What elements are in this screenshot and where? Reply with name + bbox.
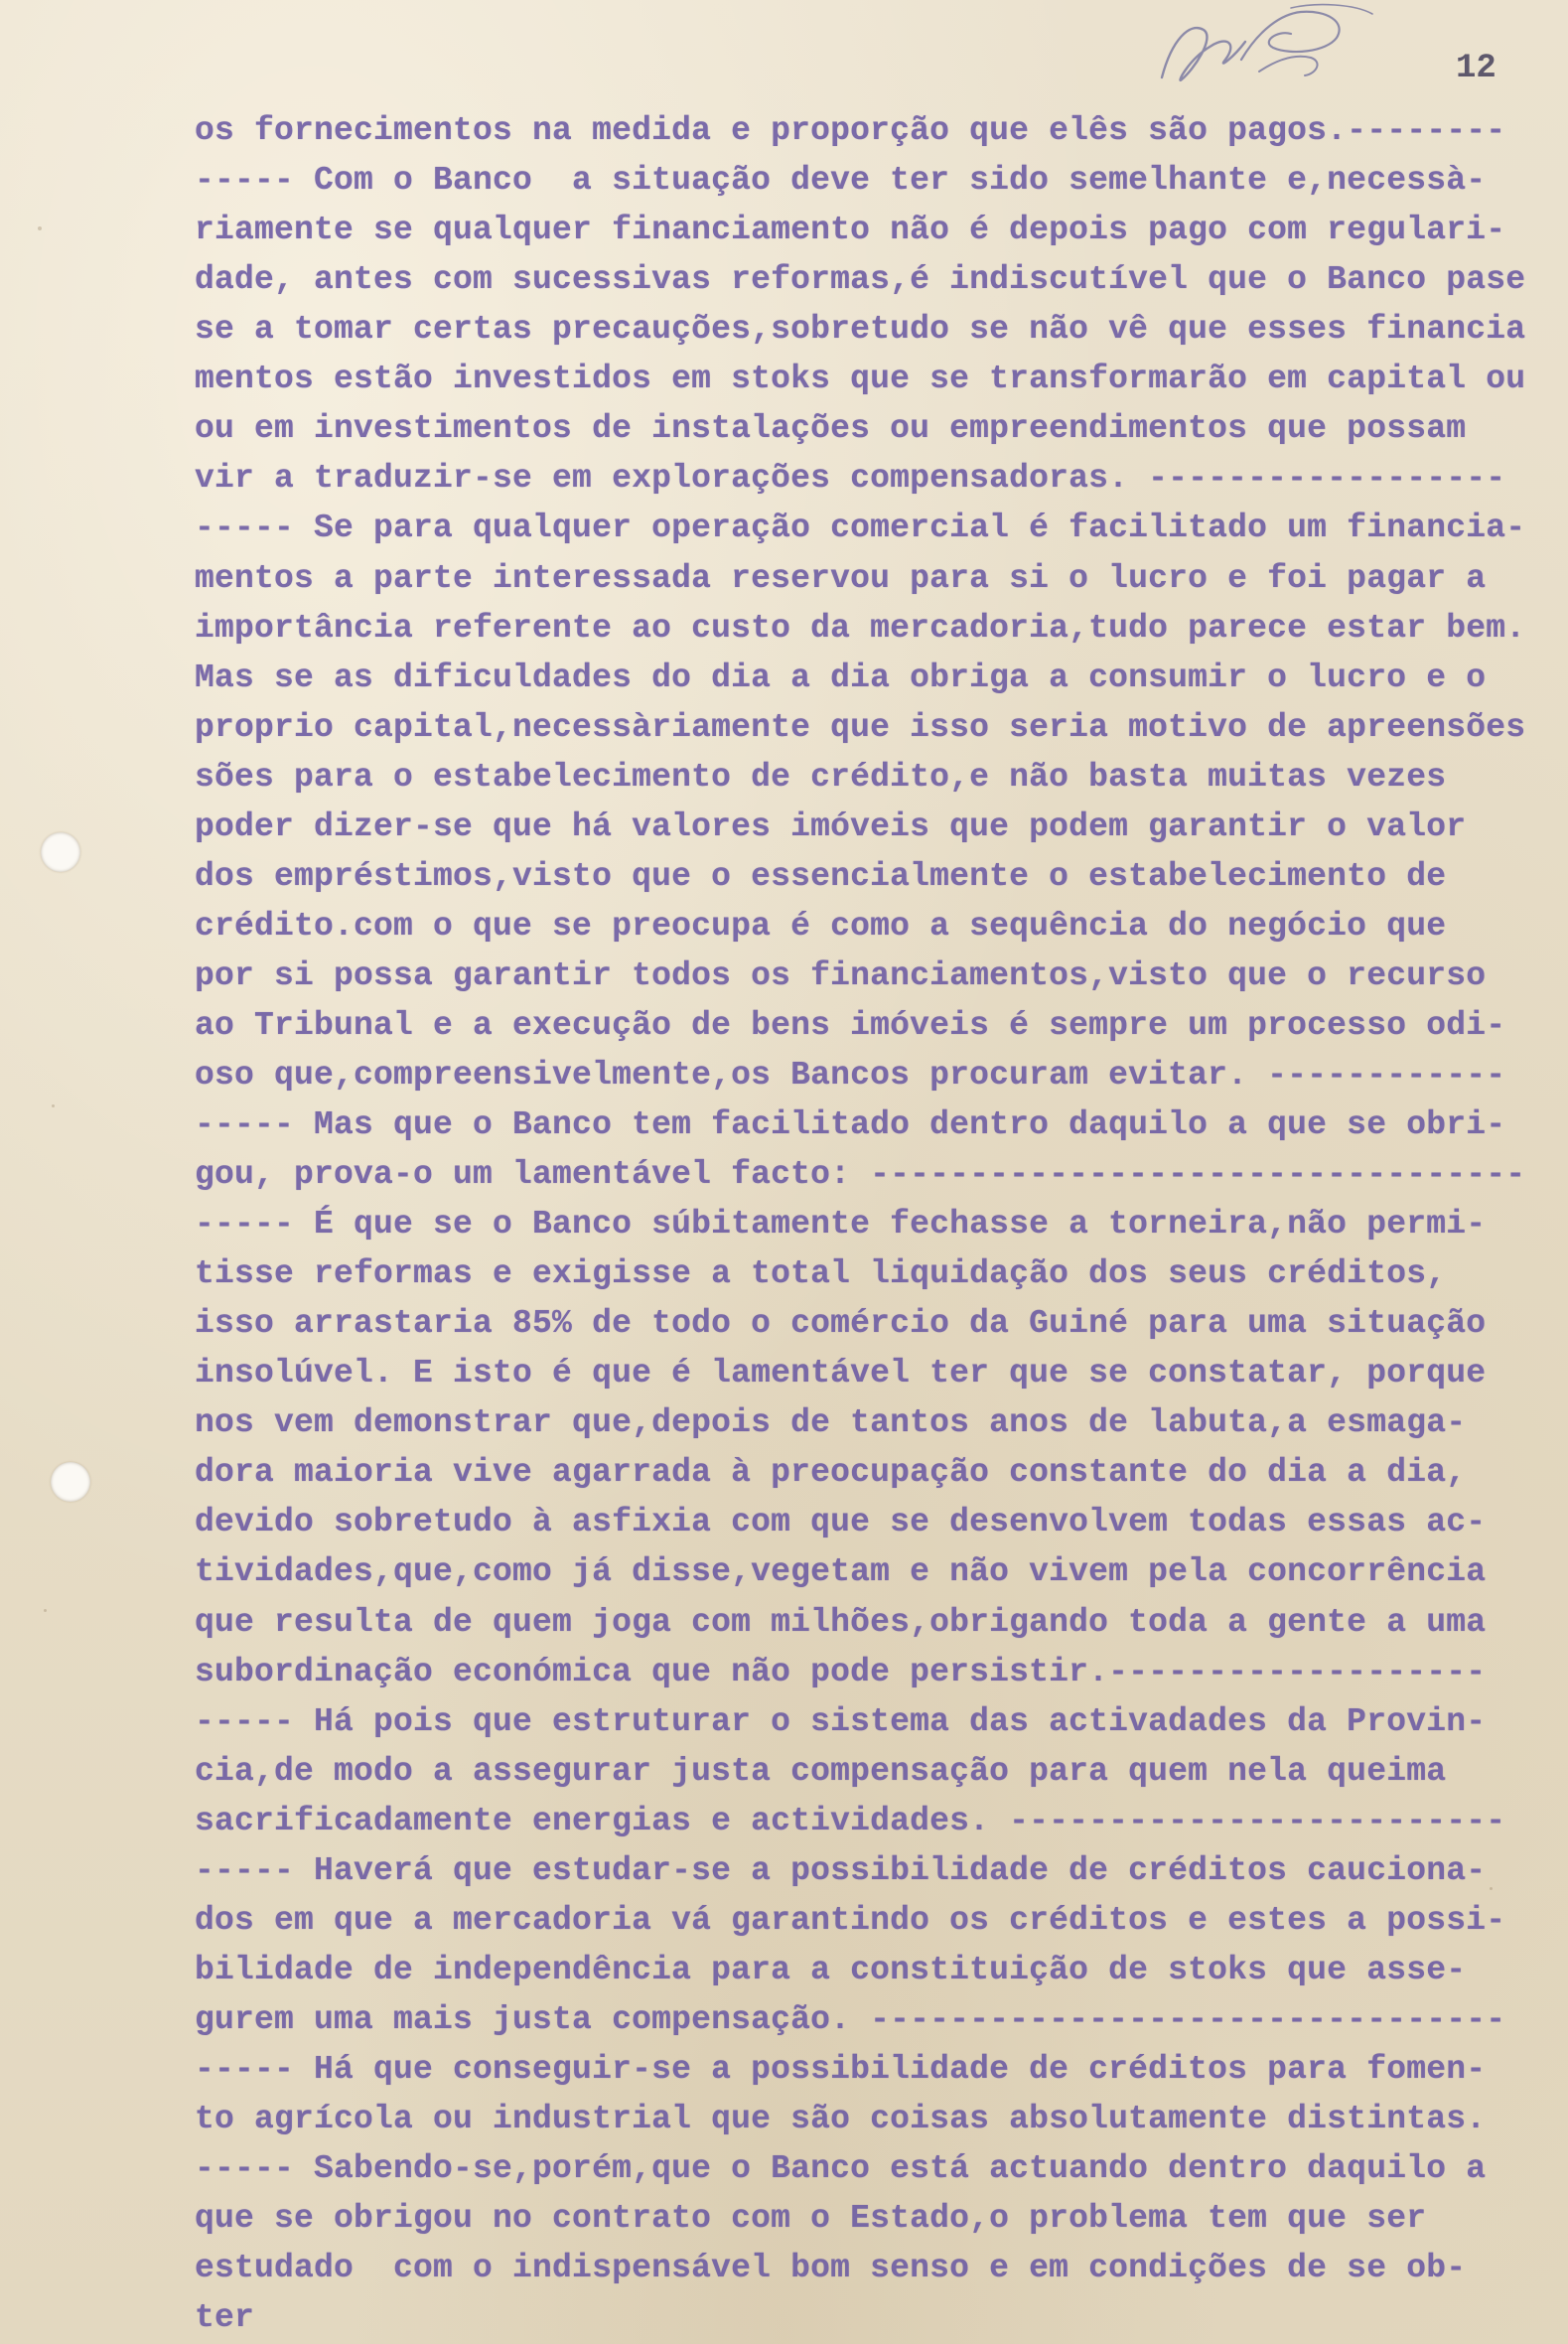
text-line: dora maioria vive agarrada à preocupação constante do dia a dia, (195, 1454, 1467, 1492)
text-line: ----- Se para qualquer operação comercial é facilitado um financia- (195, 510, 1526, 547)
text-line: dos empréstimos,visto que o essencialmente o estabelecimento de (195, 857, 1447, 895)
text-line: sões para o estabelecimento de crédito,e não basta muitas vezes (195, 758, 1447, 796)
text-line: gurem uma mais justa compensação. -------------------------------- (195, 2000, 1506, 2038)
text-line: gou, prova-o um lamentável facto: --------------------------------- (195, 1156, 1526, 1193)
text-line: mentos a parte interessada reservou para si o lucro e foi pagar a (195, 559, 1487, 597)
text-line: isso arrastaria 85% de todo o comércio da Guiné para uma situação (195, 1305, 1487, 1343)
text-line: que se obrigou no contrato com o Estado,o problema tem que ser (195, 2200, 1427, 2238)
text-line: nos vem demonstrar que,depois de tantos anos de labuta,a esmaga- (195, 1404, 1467, 1442)
text-line: bilidade de independência para a constituição de stoks que asse- (195, 1951, 1467, 1988)
text-line: ----- Há pois que estruturar o sistema das activadades da Provin- (195, 1702, 1487, 1740)
text-line: ----- Há que conseguir-se a possibilidade de créditos para fomen- (195, 2050, 1487, 2088)
text-line: ou em investimentos de instalações ou empreendimentos que possam (195, 410, 1467, 448)
text-line: ter (195, 2299, 255, 2337)
text-line: crédito.com o que se preocupa é como a sequência do negócio que (195, 907, 1447, 945)
text-line: devido sobretudo à asfixia com que se desenvolvem todas essas ac- (195, 1504, 1487, 1541)
text-line: proprio capital,necessàriamente que isso seria motivo de apreensões (195, 708, 1526, 746)
text-line: importância referente ao custo da mercadoria,tudo parece estar bem. (195, 609, 1526, 647)
text-line: estudado com o indispensável bom senso e em condições de se ob- (195, 2250, 1467, 2287)
page-number: 12 (1456, 50, 1497, 87)
text-line: insolúvel. E isto é que é lamentável ter que se constatar, porque (195, 1355, 1487, 1392)
text-line: tisse reformas e exigisse a total liquidação dos seus créditos, (195, 1255, 1447, 1293)
text-line: dade, antes com sucessivas reformas,é indiscutível que o Banco pase (195, 261, 1526, 299)
text-line: dos em que a mercadoria vá garantindo os créditos e estes a possi- (195, 1901, 1506, 1939)
text-line: ----- Sabendo-se,porém,que o Banco está actuando dentro daquilo a (195, 2150, 1487, 2187)
text-line: Mas se as dificuldades do dia a dia obriga a consumir o lucro e o (195, 659, 1487, 696)
text-line: sacrificadamente energias e actividades. ------------------------- (195, 1802, 1506, 1839)
text-line: mentos estão investidos em stoks que se transformarão em capital ou (195, 361, 1526, 398)
text-line: ----- É que se o Banco súbitamente fechasse a torneira,não permi- (195, 1206, 1487, 1244)
text-line: subordinação económica que não pode persistir.------------------- (195, 1653, 1487, 1690)
text-line: oso que,compreensivelmente,os Bancos procuram evitar. ------------ (195, 1056, 1506, 1094)
text-line: os fornecimentos na medida e proporção que elês são pagos.-------- (195, 112, 1506, 149)
text-line: ----- Mas que o Banco tem facilitado dentro daquilo a que se obri- (195, 1106, 1506, 1143)
text-line: cia,de modo a assegurar justa compensação para quem nela queima (195, 1752, 1447, 1790)
text-line: poder dizer-se que há valores imóveis que podem garantir o valor (195, 807, 1467, 845)
text-line: ----- Haverá que estudar-se a possibilidade de créditos cauciona- (195, 1851, 1487, 1889)
text-line: que resulta de quem joga com milhões,obrigando toda a gente a uma (195, 1603, 1487, 1641)
text-line: ao Tribunal e a execução de bens imóveis é sempre um processo odi- (195, 1006, 1506, 1044)
text-line: vir a traduzir-se em explorações compensadoras. ------------------ (195, 460, 1506, 498)
text-line: riamente se qualquer financiamento não é depois pago com regulari- (195, 212, 1506, 249)
text-line: ----- Com o Banco a situação deve ter sido semelhante e,necessà- (195, 162, 1487, 200)
text-line: tividades,que,como já disse,vegetam e não vivem pela concorrência (195, 1553, 1487, 1591)
text-line: se a tomar certas precauções,sobretudo se não vê que esses financia (195, 311, 1526, 349)
text-line: to agrícola ou industrial que são coisas absolutamente distintas. (195, 2101, 1487, 2137)
text-line: por si possa garantir todos os financiamentos,visto que o recurso (195, 956, 1487, 994)
